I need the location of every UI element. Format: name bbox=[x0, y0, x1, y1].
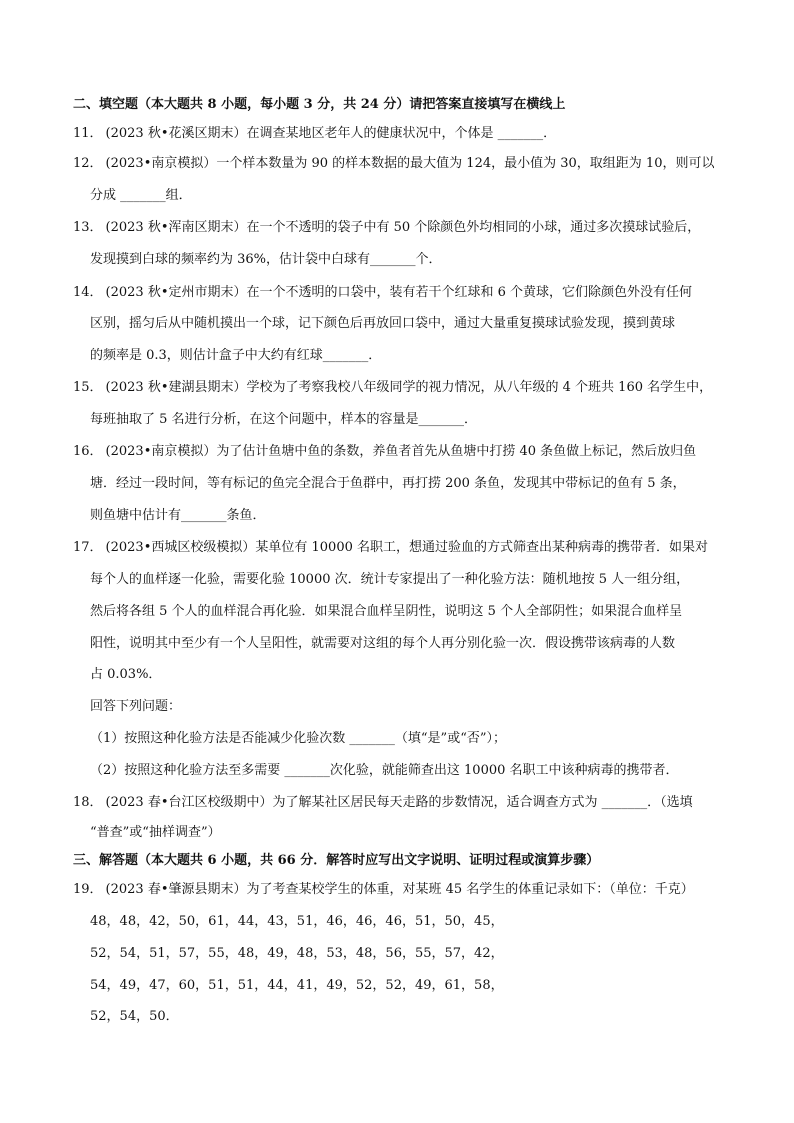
data-row: 52，54，50． bbox=[90, 1009, 179, 1024]
question-number: 17． bbox=[73, 540, 103, 555]
data-row: 54，49，47，60，51，51，44，41，49，52，52，49，61，58， bbox=[90, 978, 504, 993]
question-text: 每班抽取了 5 名进行分析，在这个问题中，样本的容量是_______． bbox=[90, 412, 478, 427]
question-text: 占 0.03%． bbox=[90, 667, 162, 682]
question-text: 则鱼塘中估计有_______条鱼． bbox=[90, 508, 266, 523]
question-text: 每个人的血样逐一化验，需要化验 10000 次．统计专家提出了一种化验方法：随机地按 5 人一组分组， bbox=[90, 572, 690, 587]
data-row: 48，48，42，50，61，44，43，51，46，46，46，51，50，45， bbox=[90, 914, 504, 929]
question-text: (2023•南京模拟）为了估计鱼塘中鱼的条数，养鱼者首先从鱼塘中打捞 40 条鱼做上标记，然后放归鱼 bbox=[105, 444, 697, 459]
question-text: 的频率是 0.3，则估计盒子中大约有红球_______． bbox=[90, 348, 382, 363]
question-text: (2023•西城区校级模拟）某单位有 10000 名职工，想通过验血的方式筛查出某种病毒的携带者．如果对 bbox=[105, 540, 708, 555]
question-number: 14． bbox=[73, 285, 103, 300]
question-text: (2023 秋•定州市期末）在一个不透明的口袋中，装有若干个红球和 6 个黄球，它们除颜色外没有任何 bbox=[105, 285, 693, 300]
question-line bbox=[73, 125, 556, 142]
question-line bbox=[73, 443, 696, 460]
question-text: (2023 春•肇源县期末）为了考查某校学生的体重，对某班 45 名学生的体重记录如下：（单位：千克） bbox=[105, 882, 694, 897]
question-text: (2023 秋•建湖县期末）学校为了考察我校八年级同学的视力情况，从八年级的 4 个班共 160 名学生中， bbox=[105, 380, 713, 395]
question-text: (2023 秋•浑南区期末）在一个不透明的袋子中有 50 个除颜色外均相同的小球，通过多次摸球试验后， bbox=[105, 220, 701, 235]
sub-question-1: （1）按照这种化验方法是否能减少化验次数 _______（填“是”或“否”）； bbox=[90, 731, 506, 746]
data-row: 52，54，51，57，55，48，49，48，53，48，56，55，57，42， bbox=[90, 946, 504, 961]
question-number: 11． bbox=[73, 126, 103, 141]
question-text: 回答下列问题： bbox=[90, 699, 182, 714]
question-text: 塘．经过一段时间，等有标记的鱼完全混合于鱼群中，再打捞 200 条鱼，发现其中带标记的鱼有 5 条， bbox=[90, 476, 686, 491]
question-line bbox=[73, 539, 708, 556]
question-line bbox=[73, 284, 692, 301]
question-number: 13． bbox=[73, 220, 103, 235]
question-text: 阳性，说明其中至少有一个人呈阳性，就需要对这组的每个人再分别化验一次．假设携带该病毒的人数 bbox=[90, 636, 676, 651]
question-text: “普查”或“抽样调查”） bbox=[90, 825, 221, 840]
section-heading-solutions: 三、解答题（本大题共 6 小题，共 66 分．解答时应写出文字说明、证明过程或演算步骤） bbox=[73, 853, 600, 868]
question-number: 15． bbox=[73, 380, 103, 395]
question-text: (2023 秋•花溪区期末）在调查某地区老年人的健康状况中，个体是 _______． bbox=[105, 126, 557, 141]
question-line bbox=[73, 379, 712, 396]
question-line bbox=[73, 155, 714, 172]
question-text: (2023 春•台江区校级期中）为了解某社区居民每天走路的步数情况，适合调查方式为 _______．（选填 bbox=[105, 795, 693, 810]
question-number: 19． bbox=[73, 882, 103, 897]
question-line bbox=[73, 219, 700, 236]
question-text: 分成 _______组． bbox=[90, 188, 192, 203]
question-text: 区别，摇匀后从中随机摸出一个球，记下颜色后再放回口袋中，通过大量重复摸球试验发现，摸到黄球 bbox=[90, 316, 676, 331]
question-text: (2023•南京模拟）一个样本数量为 90 的样本数据的最大值为 124，最小值为 30，取组距为 10，则可以 bbox=[105, 156, 715, 171]
question-number: 12． bbox=[73, 156, 103, 171]
question-line bbox=[73, 794, 693, 811]
sub-question-2: （2）按照这种化验方法至多需要 _______次化验，就能筛查出这 10000 名职工中该种病毒的携带者． bbox=[90, 763, 679, 778]
question-text: 然后将各组 5 个人的血样混合再化验．如果混合血样呈阴性，说明这 5 个人全部阴性；如果混合血样呈 bbox=[90, 604, 683, 619]
question-text: 发现摸到白球的频率约为 36%，估计袋中白球有_______个． bbox=[90, 252, 442, 267]
question-number: 16． bbox=[73, 444, 103, 459]
section-heading-fill-in: 二、填空题（本大题共 8 小题，每小题 3 分，共 24 分）请把答案直接填写在横线上 bbox=[73, 97, 566, 112]
question-number: 18． bbox=[73, 795, 103, 810]
question-line bbox=[73, 881, 694, 898]
